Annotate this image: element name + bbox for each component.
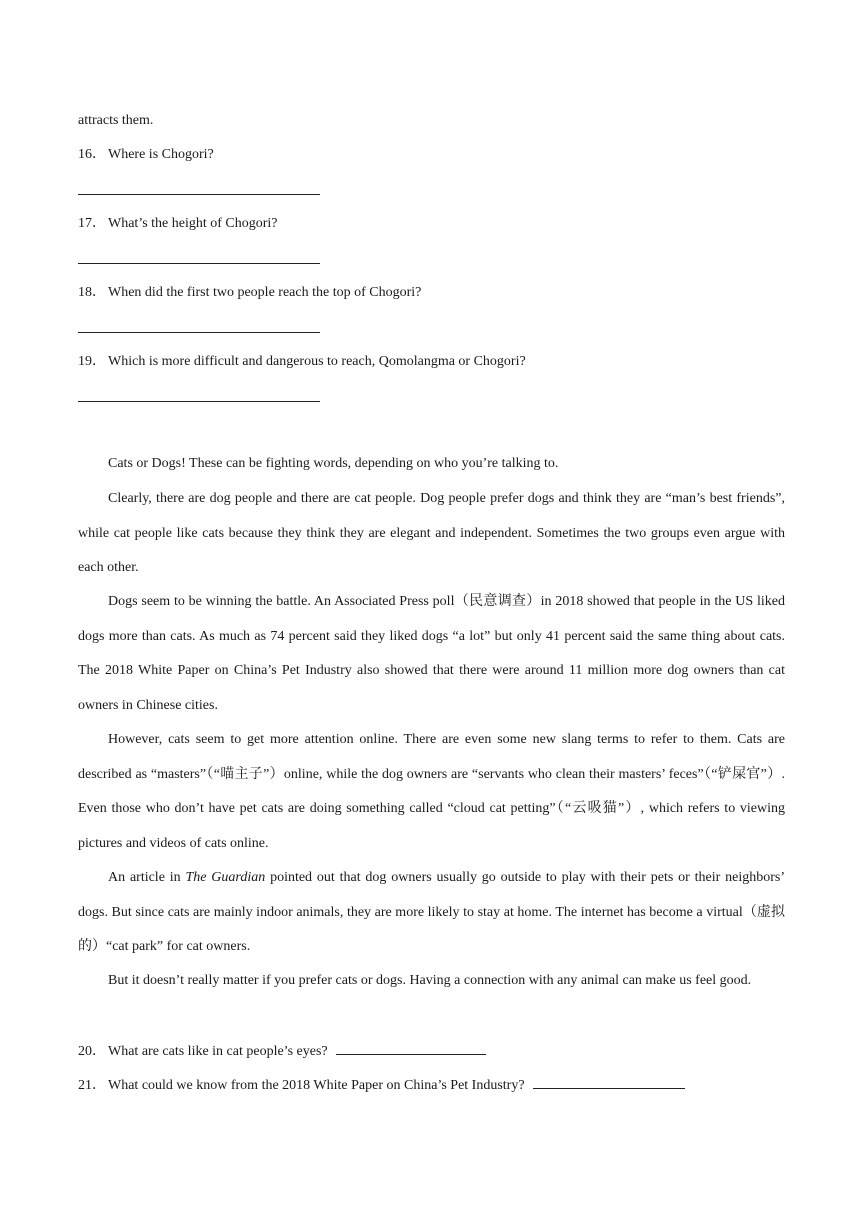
passage-paragraph-4: However, cats seem to get more attention online. There are even some new slang terms to refer to them. Cats are described as “masters”（“喵主子”）online, while the dog owners are “servants who clean their masters’ feces”（“铲屎官”）. Even those who don’t have pet cats are doing something called “cloud cat petting”（“云吸猫”）, which refers to viewing pictures and videos of cats online. <box>78 732 785 851</box>
question-17 <box>78 215 278 233</box>
question-text: When did the first two people reach the top of Chogori? <box>108 285 422 300</box>
question-number: 21． <box>78 1078 106 1093</box>
question-21 <box>78 1076 685 1095</box>
question-text: What are cats like in cat people’s eyes? <box>108 1044 328 1059</box>
paragraph-text: An article in <box>108 870 186 885</box>
question-text: What’s the height of Chogori? <box>108 216 278 231</box>
question-text: Which is more difficult and dangerous to reach, Qomolangma or Chogori? <box>108 354 526 369</box>
question-text: What could we know from the 2018 White Paper on China’s Pet Industry? <box>108 1078 525 1093</box>
answer-line-17[interactable] <box>78 263 320 264</box>
passage-paragraph-1: Cats or Dogs! These can be fighting words, depending on who you’re talking to. <box>108 456 559 471</box>
answer-line-18[interactable] <box>78 332 320 333</box>
answer-blank-21[interactable] <box>533 1076 685 1089</box>
question-number: 20． <box>78 1044 106 1059</box>
question-number: 17． <box>78 216 106 231</box>
paragraph-text: pointed out that dog owners usually go outside to play with their pets or their neighbors’ dogs. But since cats are mainly indoor animals, they are more likely to stay at home. The internet has become a virtual（虚拟的）“cat park” for cat owners. <box>78 870 785 954</box>
question-number: 16． <box>78 147 106 162</box>
answer-blank-20[interactable] <box>336 1042 486 1055</box>
question-text: Where is Chogori? <box>108 147 214 162</box>
passage-paragraph-3: Dogs seem to be winning the battle. An Associated Press poll（民意调查）in 2018 showed that people in the US liked dogs more than cats. As much as 74 percent said they liked dogs “a lot” but only 41 percent said the same thing about cats. The 2018 White Paper on China’s Pet Industry also showed that there were around 11 million more dog owners than cat owners in Chinese cities. <box>78 594 785 713</box>
answer-line-16[interactable] <box>78 194 320 195</box>
question-16 <box>78 146 214 164</box>
passage-fragment: attracts them. <box>78 113 154 128</box>
publication-title: The Guardian <box>185 870 266 885</box>
answer-line-19[interactable] <box>78 401 320 402</box>
question-20 <box>78 1042 486 1061</box>
passage-paragraph-2: Clearly, there are dog people and there are cat people. Dog people prefer dogs and think they are “man’s best friends”, while cat people like cats because they think they are elegant and independent. Sometimes the two groups even argue with each other. <box>78 491 785 575</box>
question-number: 19． <box>78 354 106 369</box>
passage-paragraph-6: But it doesn’t really matter if you prefer cats or dogs. Having a connection with any animal can make us feel good. <box>108 973 752 988</box>
question-19 <box>78 353 526 371</box>
passage-paragraph-5 <box>78 861 785 965</box>
question-number: 18． <box>78 285 106 300</box>
question-18 <box>78 284 421 302</box>
